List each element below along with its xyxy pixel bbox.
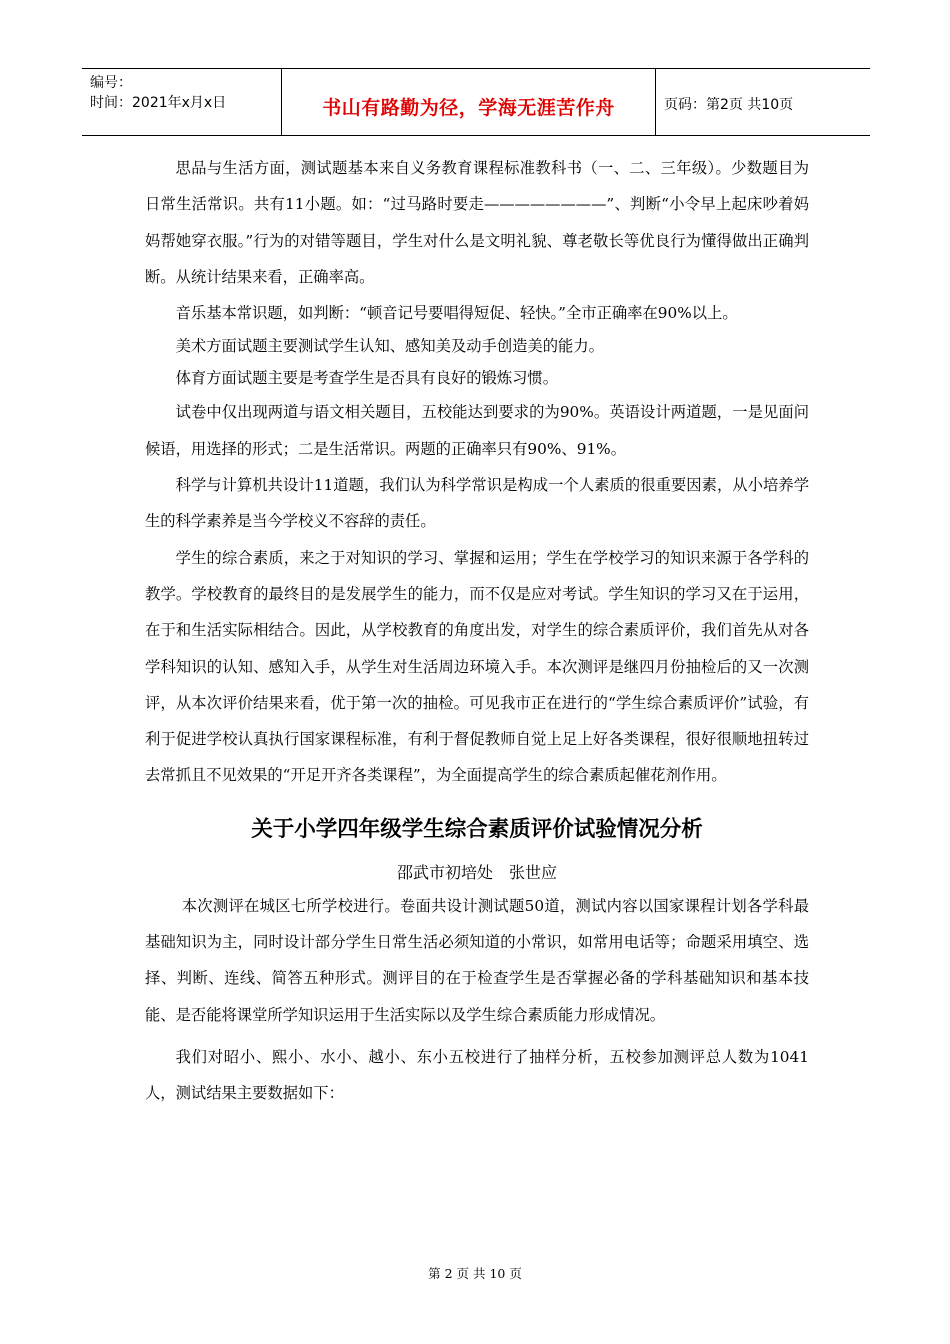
section-author: 邵武市初培处 张世应 — [396, 862, 557, 882]
paragraph: 科学与计算机共设计11道题，我们认为科学常识是构成一个人素质的很重要因素，从小培养学生的科学素养是当今学校义不容辞的责任。 — [145, 476, 809, 531]
paragraph: 试卷中仅出现两道与语文相关题目，五校能达到要求的为90%。英语设计两道题，一是见面问候语，用选择的形式；二是生活常识。两题的正确率只有90%、91%。 — [145, 403, 809, 458]
page-footer: 第 2 页 共 10 页 — [428, 1266, 522, 1281]
paragraph: 思品与生活方面，测试题基本来自义务教育课程标准教科书（一、二、三年级）。少数题目为日常生活常识。共有11小题。如：“过马路时要走————————”、判断“小令早上起床吵着妈妈帮她穿衣服。”行为的对错等题目，学生对什么是文明礼貌、尊老敬长等优良行为懂得做出正确判断。从统计结果来看，正确率高。 — [145, 159, 809, 286]
header-page-info: 页码：第2页 共10页 — [664, 97, 794, 113]
paragraph: 体育方面试题主要是考查学生是否具有良好的锻炼习惯。 — [175, 368, 559, 387]
header-meta — [82, 69, 282, 135]
header-page-info-cell — [656, 71, 870, 137]
section-title: 关于小学四年级学生综合素质评价试验情况分析 — [251, 816, 703, 842]
header-motto: 书山有路勤为径，学海无涯苦作舟 — [322, 96, 615, 119]
header-motto-cell — [282, 69, 656, 135]
document-time-label: 时间：2021年x月x日 — [90, 95, 227, 111]
page-header — [82, 68, 870, 136]
paragraph: 本次测评在城区七所学校进行。卷面共设计测试题50道，测试内容以国家课程计划各学科最基础知识为主，同时设计部分学生日常生活必须知道的小常识，如常用电话等；命题采用填空、选择、判断、连线、简答五种形式。测评目的在于检查学生是否掌握必备的学科基础知识和基本技能、是否能将课堂所学知识运用于生活实际以及学生综合素质能力形成情况。 — [145, 896, 809, 1024]
document-body — [145, 150, 809, 1112]
document-number-label: 编号： — [90, 75, 132, 91]
paragraph: 美术方面试题主要测试学生认知、感知美及动手创造美的能力。 — [175, 337, 604, 356]
paragraph: 学生的综合素质，来之于对知识的学习、掌握和运用；学生在学校学习的知识来源于各学科的教学。学校教育的最终目的是发展学生的能力，而不仅是应对考试。学生知识的学习又在于运用，在于和生活实际相结合。因此，从学校教育的角度出发，对学生的综合素质评价，我们首先从对各学科知识的认知、感知入手，从学生对生活周边环境入手。本次测评是继四月份抽检后的又一次测评，从本次评价结果来看，优于第一次的抽检。可见我市正在进行的“学生综合素质评价”试验，有利于促进学校认真执行国家课程标准，有利于督促教师自觉上足上好各类课程，很好很顺地扭转过去常抓且不见效果的“开足开齐各类课程”，为全面提高学生的综合素质起催花剂作用。 — [145, 548, 809, 785]
paragraph: 我们对昭小、熙小、水小、越小、东小五校进行了抽样分析，五校参加测评总人数为1041人，测试结果主要数据如下： — [145, 1047, 809, 1103]
paragraph: 音乐基本常识题，如判断：“顿音记号要唱得短促、轻快。”全市正确率在90%以上。 — [175, 304, 738, 323]
